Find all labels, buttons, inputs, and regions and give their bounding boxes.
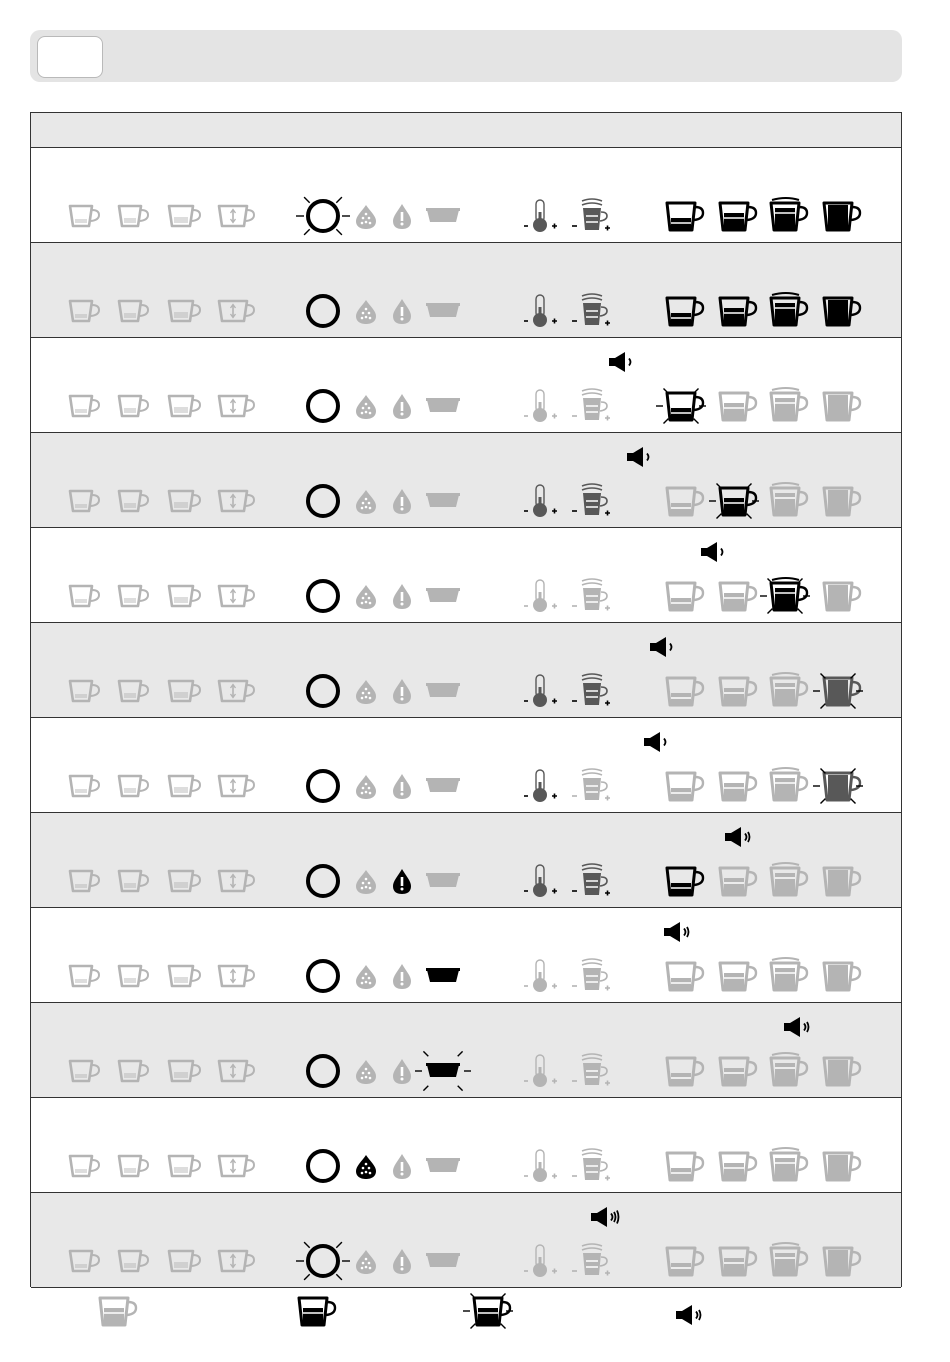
volume-icon <box>572 1054 610 1086</box>
strength-level-2-icon <box>720 1058 756 1085</box>
sound-icon <box>725 827 750 847</box>
volume-icon <box>572 294 610 326</box>
sound-icon <box>664 922 689 942</box>
strength-level-1-icon <box>667 1058 703 1085</box>
status-row <box>31 528 901 623</box>
status-row-icons <box>31 813 901 908</box>
sound-icon <box>644 732 666 752</box>
status-row-icons <box>31 338 901 433</box>
cup-size-custom-icon <box>219 1061 254 1081</box>
cup-size-2-icon <box>119 1061 148 1081</box>
cup-size-2-icon <box>119 1156 148 1176</box>
strength-level-4-icon <box>824 583 860 610</box>
volume-icon <box>572 959 610 991</box>
strength-level-3-icon <box>760 578 810 614</box>
cup-size-custom-icon <box>219 681 254 701</box>
strength-level-2-icon <box>720 203 756 230</box>
table-header-row <box>31 113 901 148</box>
power-icon <box>308 676 338 706</box>
temperature-icon <box>524 580 557 612</box>
temperature-icon <box>524 1245 557 1277</box>
strength-level-4-icon <box>824 393 860 420</box>
cup-on-legend-icon <box>299 1298 335 1325</box>
cup-size-custom-icon <box>219 301 254 321</box>
strength-level-4-icon <box>824 203 860 230</box>
strength-level-2-icon <box>720 298 756 325</box>
cup-size-3-icon <box>169 871 200 891</box>
drip-tray-icon <box>426 398 460 412</box>
sound-icon <box>701 542 723 562</box>
volume-icon <box>572 389 610 421</box>
temperature-icon <box>524 770 557 802</box>
water-icon <box>393 204 411 229</box>
strength-level-1-icon <box>667 488 703 515</box>
cup-size-custom-icon <box>219 1251 254 1271</box>
temperature-icon <box>524 390 557 422</box>
volume-icon <box>572 769 610 801</box>
status-row <box>31 908 901 1003</box>
status-row-icons <box>31 908 901 1003</box>
drip-tray-icon <box>426 968 460 982</box>
legend-row <box>0 1287 950 1357</box>
water-icon <box>393 869 411 894</box>
power-icon <box>308 581 338 611</box>
strength-level-1-icon <box>667 773 703 800</box>
temperature-icon <box>524 485 557 517</box>
status-row-icons <box>31 1193 901 1288</box>
speaker-sound-legend-icon <box>676 1305 701 1325</box>
volume-icon <box>572 484 610 516</box>
cup-size-1-icon <box>70 1251 99 1271</box>
power-icon <box>308 1151 338 1181</box>
status-row <box>31 1003 901 1098</box>
cup-size-2-icon <box>119 396 148 416</box>
title-bar <box>30 30 902 82</box>
drip-tray-icon <box>426 1158 460 1172</box>
cup-size-1-icon <box>70 1061 99 1081</box>
temperature-icon <box>524 1150 557 1182</box>
bean-icon <box>356 395 376 419</box>
strength-level-2-icon <box>720 393 756 420</box>
cup-size-3-icon <box>169 586 200 606</box>
water-icon <box>393 679 411 704</box>
cup-size-1-icon <box>70 396 99 416</box>
temperature-icon <box>524 960 557 992</box>
cup-size-1-icon <box>70 586 99 606</box>
strength-level-4-icon <box>824 298 860 325</box>
bean-icon <box>356 965 376 989</box>
cup-size-3-icon <box>169 776 200 796</box>
strength-level-4-icon <box>824 1058 860 1085</box>
power-icon <box>308 296 338 326</box>
strength-level-3-icon <box>771 483 807 515</box>
water-icon <box>393 299 411 324</box>
cup-size-1-icon <box>70 301 99 321</box>
bean-icon <box>356 205 376 229</box>
cup-size-1-icon <box>70 681 99 701</box>
cup-size-custom-icon <box>219 396 254 416</box>
cup-size-3-icon <box>169 966 200 986</box>
temperature-icon <box>524 200 557 232</box>
water-icon <box>393 1154 411 1179</box>
sound-icon <box>591 1207 619 1227</box>
sound-icon <box>784 1017 809 1037</box>
status-row-icons <box>31 1003 901 1098</box>
bean-icon <box>356 870 376 894</box>
strength-level-1-icon <box>667 1248 703 1275</box>
strength-level-3-icon <box>771 388 807 420</box>
bean-icon <box>356 1155 376 1179</box>
cup-size-custom-icon <box>219 871 254 891</box>
cup-size-2-icon <box>119 586 148 606</box>
cup-size-1-icon <box>70 1156 99 1176</box>
strength-level-4-icon <box>824 1248 860 1275</box>
bean-icon <box>356 775 376 799</box>
status-row <box>31 623 901 718</box>
cup-size-3-icon <box>169 681 200 701</box>
status-row-icons <box>31 148 901 243</box>
status-row <box>31 813 901 908</box>
cup-size-custom-icon <box>219 776 254 796</box>
strength-level-2-icon <box>720 1248 756 1275</box>
status-row-icons <box>31 718 901 813</box>
water-icon <box>393 1249 411 1274</box>
strength-level-3-icon <box>771 958 807 990</box>
power-icon <box>308 1056 338 1086</box>
strength-level-2-icon <box>709 484 759 519</box>
water-icon <box>393 489 411 514</box>
status-row-icons <box>31 1098 901 1193</box>
strength-level-1-icon <box>667 583 703 610</box>
drip-tray-icon <box>426 1253 460 1267</box>
cup-size-3-icon <box>169 396 200 416</box>
cup-size-2-icon <box>119 966 148 986</box>
strength-level-4-icon <box>824 488 860 515</box>
legend-icons <box>0 1287 950 1357</box>
cup-size-3-icon <box>169 301 200 321</box>
cup-size-custom-icon <box>219 206 254 226</box>
cup-size-1-icon <box>70 776 99 796</box>
strength-level-2-icon <box>720 678 756 705</box>
status-row-icons <box>31 528 901 623</box>
volume-icon <box>572 199 610 231</box>
strength-level-3-icon <box>771 673 807 705</box>
strength-level-1-icon <box>667 298 703 325</box>
strength-level-2-icon <box>720 773 756 800</box>
status-row <box>31 243 901 338</box>
indicator-status-table <box>30 112 902 1287</box>
strength-level-3-icon <box>771 1053 807 1085</box>
cup-size-custom-icon <box>219 491 254 511</box>
strength-level-2-icon <box>720 583 756 610</box>
cup-size-2-icon <box>119 1251 148 1271</box>
cup-size-1-icon <box>70 871 99 891</box>
status-row-icons <box>31 623 901 718</box>
power-icon <box>308 866 338 896</box>
power-icon <box>308 391 338 421</box>
drip-tray-icon <box>426 683 460 697</box>
drip-tray-icon <box>426 208 460 222</box>
cup-size-2-icon <box>119 871 148 891</box>
cup-off-legend-icon <box>100 1298 136 1325</box>
cup-size-1-icon <box>70 491 99 511</box>
status-row <box>31 1193 901 1288</box>
cup-size-3-icon <box>169 1061 200 1081</box>
bean-icon <box>356 1250 376 1274</box>
section-number-box <box>37 36 103 78</box>
cup-size-3-icon <box>169 206 200 226</box>
bean-icon <box>356 1060 376 1084</box>
cup-size-1-icon <box>70 206 99 226</box>
temperature-icon <box>524 295 557 327</box>
cup-size-2-icon <box>119 206 148 226</box>
water-icon <box>393 774 411 799</box>
strength-level-1-icon <box>667 963 703 990</box>
cup-size-3-icon <box>169 1156 200 1176</box>
status-row <box>31 148 901 243</box>
drip-tray-icon <box>426 778 460 792</box>
drip-tray-icon <box>415 1051 471 1090</box>
strength-level-3-icon <box>771 768 807 800</box>
cup-size-custom-icon <box>219 966 254 986</box>
temperature-icon <box>524 1055 557 1087</box>
strength-level-3-icon <box>771 1243 807 1275</box>
strength-level-2-icon <box>720 963 756 990</box>
strength-level-4-icon <box>824 963 860 990</box>
cup-size-custom-icon <box>219 1156 254 1176</box>
strength-level-1-icon <box>667 868 703 895</box>
sound-icon <box>627 447 649 467</box>
cup-size-2-icon <box>119 681 148 701</box>
strength-level-3-icon <box>771 1148 807 1180</box>
strength-level-3-icon <box>771 198 807 230</box>
volume-icon <box>572 1244 610 1276</box>
water-icon <box>393 584 411 609</box>
cup-size-custom-icon <box>219 586 254 606</box>
strength-level-3-icon <box>771 293 807 325</box>
strength-level-1-icon <box>667 1153 703 1180</box>
strength-level-3-icon <box>771 863 807 895</box>
water-icon <box>393 1059 411 1084</box>
bean-icon <box>356 300 376 324</box>
cup-size-2-icon <box>119 776 148 796</box>
strength-level-1-icon <box>667 203 703 230</box>
sound-icon <box>650 637 672 657</box>
temperature-icon <box>524 675 557 707</box>
strength-level-4-icon <box>813 769 863 804</box>
status-row-icons <box>31 433 901 528</box>
strength-level-2-icon <box>720 1153 756 1180</box>
strength-level-1-icon <box>656 389 706 424</box>
power-icon <box>296 197 350 235</box>
power-icon <box>296 1242 350 1280</box>
power-icon <box>308 771 338 801</box>
water-icon <box>393 964 411 989</box>
cup-size-3-icon <box>169 1251 200 1271</box>
drip-tray-icon <box>426 588 460 602</box>
sound-icon <box>609 352 631 372</box>
volume-icon <box>572 579 610 611</box>
drip-tray-icon <box>426 303 460 317</box>
status-row <box>31 718 901 813</box>
cup-blinking-legend-icon <box>463 1294 513 1329</box>
cup-size-1-icon <box>70 966 99 986</box>
volume-icon <box>572 1149 610 1181</box>
power-icon <box>308 961 338 991</box>
status-row <box>31 433 901 528</box>
water-icon <box>393 394 411 419</box>
volume-icon <box>572 674 610 706</box>
strength-level-4-icon <box>824 868 860 895</box>
status-row <box>31 338 901 433</box>
power-icon <box>308 486 338 516</box>
cup-size-2-icon <box>119 301 148 321</box>
bean-icon <box>356 680 376 704</box>
status-row <box>31 1098 901 1193</box>
temperature-icon <box>524 865 557 897</box>
strength-level-4-icon <box>824 1153 860 1180</box>
bean-icon <box>356 585 376 609</box>
drip-tray-icon <box>426 873 460 887</box>
strength-level-4-icon <box>813 674 863 709</box>
strength-level-1-icon <box>667 678 703 705</box>
cup-size-2-icon <box>119 491 148 511</box>
cup-size-3-icon <box>169 491 200 511</box>
strength-level-2-icon <box>720 868 756 895</box>
bean-icon <box>356 490 376 514</box>
volume-icon <box>572 864 610 896</box>
drip-tray-icon <box>426 493 460 507</box>
status-row-icons <box>31 243 901 338</box>
